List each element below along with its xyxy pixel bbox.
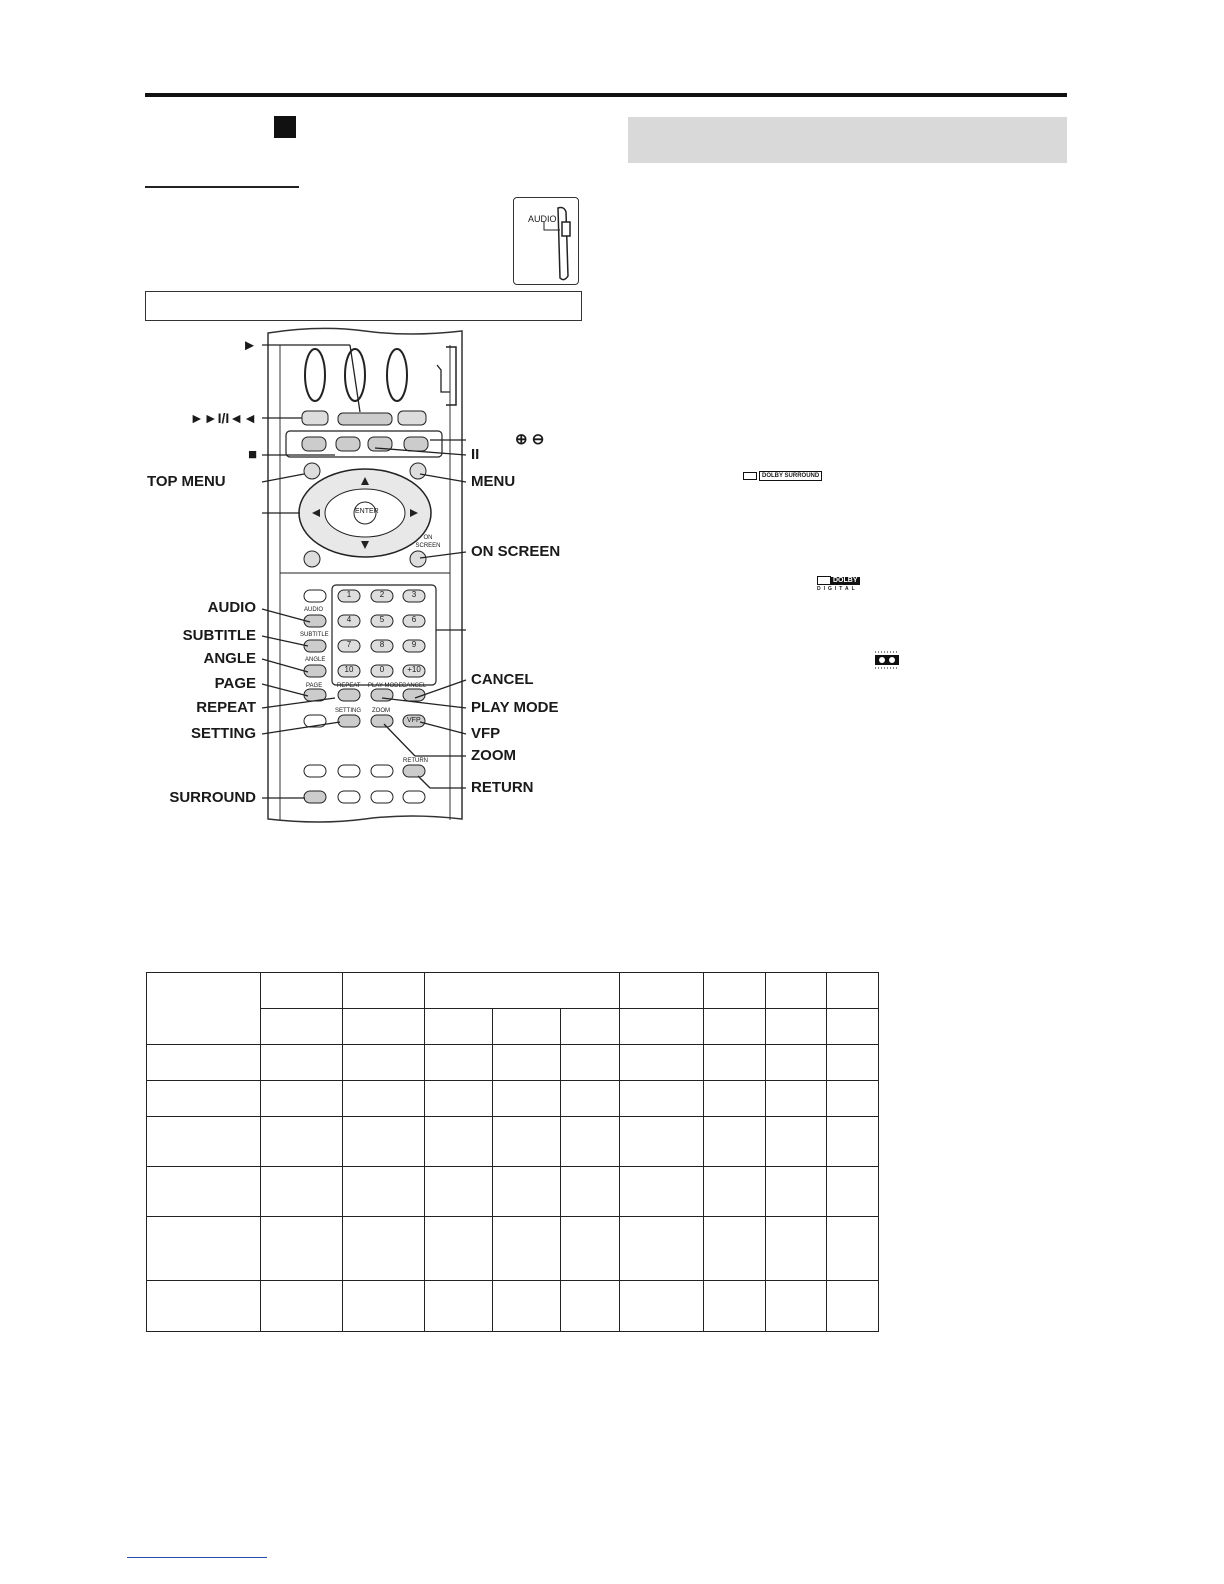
table-cell (766, 1117, 827, 1167)
table-cell (261, 1117, 343, 1167)
keypad-digit-label: 6 (411, 615, 417, 624)
skip-label: ►►I/I◄◄ (189, 410, 257, 426)
table-cell (766, 1281, 827, 1332)
vfp-button-text: VFP (407, 717, 421, 724)
table-cell (561, 1217, 620, 1281)
dolby-double-d-icon (817, 576, 831, 585)
table-cell (704, 1009, 766, 1045)
table-cell (261, 1281, 343, 1332)
audio-switch-label: AUDIO (528, 214, 557, 224)
keypad-digit-label: 5 (379, 615, 385, 624)
table-cell (827, 1281, 879, 1332)
table-cell (261, 1167, 343, 1217)
table-cell (704, 1117, 766, 1167)
enter-button-text: ENTER (355, 508, 379, 515)
table-cell (766, 1167, 827, 1217)
footer-link-underline (127, 1557, 267, 1558)
table-cell (827, 1117, 879, 1167)
vfp-label: VFP (471, 725, 501, 742)
dolby-digital-logo: DOLBY DIGITAL (817, 576, 858, 593)
keypad-digit-label: 2 (379, 590, 385, 599)
dolby-double-d-icon (743, 472, 757, 480)
page-label: PAGE (214, 675, 256, 692)
table-cell (147, 1281, 261, 1332)
table-cell (425, 1167, 493, 1217)
table-row (147, 1281, 879, 1332)
table-cell (493, 1167, 561, 1217)
zoom-label: ZOOM (471, 747, 516, 764)
table-cell (704, 1045, 766, 1081)
table-cell (425, 1045, 493, 1081)
table-cell (261, 1217, 343, 1281)
table-cell (343, 1045, 425, 1081)
table-cell (561, 1167, 620, 1217)
table-cell (561, 1081, 620, 1117)
table-cell (620, 1217, 704, 1281)
table-row (147, 1167, 879, 1217)
surround-label: SURROUND (169, 789, 256, 806)
table-cell (343, 1167, 425, 1217)
stop-label: ■ (247, 446, 257, 463)
table-cell (620, 1009, 704, 1045)
keypad-digit-label: 10 (344, 665, 354, 674)
table-cell (343, 1117, 425, 1167)
table-cell (425, 1117, 493, 1167)
table-row (147, 1217, 879, 1281)
table-cell (343, 1081, 425, 1117)
table-cell (766, 1045, 827, 1081)
cancel-button-text: CANCEL (402, 683, 427, 689)
table-cell (620, 1167, 704, 1217)
table-cell (827, 1045, 879, 1081)
table-row (147, 973, 879, 1009)
subtitle-label: SUBTITLE (182, 627, 256, 644)
top-menu-label: TOP MENU (147, 473, 226, 490)
menu-label: MENU (471, 473, 516, 490)
table-cell (493, 1217, 561, 1281)
table-cell (147, 1081, 261, 1117)
table-cell (343, 973, 425, 1009)
table-cell (827, 1217, 879, 1281)
play-mode-label: PLAY MODE (471, 699, 559, 716)
table-cell (425, 973, 620, 1009)
table-cell (704, 1217, 766, 1281)
keypad-digit-label: 0 (379, 665, 385, 674)
subtitle-button-text: SUBTITLE (300, 632, 329, 638)
table-cell (827, 1081, 879, 1117)
table-row (147, 1081, 879, 1117)
angle-label: ANGLE (203, 650, 256, 667)
repeat-label: REPEAT (196, 699, 256, 716)
pause-label: II (471, 446, 480, 463)
repeat-button-text: REPEAT (337, 683, 361, 689)
setting-button-text: SETTING (335, 708, 362, 714)
return-label: RETURN (471, 779, 534, 796)
table-cell (425, 1281, 493, 1332)
keypad-digit-label: 1 (346, 590, 352, 599)
table-cell (766, 973, 827, 1009)
cancel-label: CANCEL (471, 671, 534, 688)
table-cell (343, 1217, 425, 1281)
table-cell (704, 1081, 766, 1117)
table-cell (147, 1167, 261, 1217)
table-cell (425, 1081, 493, 1117)
dolby-surround-logo: DOLBY SURROUND (743, 471, 822, 481)
compatibility-table (146, 972, 879, 1332)
table-cell (493, 1045, 561, 1081)
table-cell (425, 1009, 493, 1045)
table-cell (766, 1081, 827, 1117)
table-cell (261, 1009, 343, 1045)
plus-minus-label: ⊕ ⊖ (515, 431, 545, 448)
table-row (147, 1045, 879, 1081)
table-cell (766, 1217, 827, 1281)
table-cell (561, 1045, 620, 1081)
table-cell (620, 1117, 704, 1167)
audio-button-text: AUDIO (304, 607, 324, 613)
table-cell (493, 1009, 561, 1045)
play-label: ► (242, 337, 257, 354)
table-cell (261, 1081, 343, 1117)
keypad-digit-label: 3 (411, 590, 417, 599)
angle-button-text: ANGLE (305, 657, 326, 663)
table-cell (704, 1281, 766, 1332)
audio-label: AUDIO (207, 599, 256, 616)
table-cell (147, 1217, 261, 1281)
on-screen-label: ON SCREEN (471, 543, 561, 560)
setting-label: SETTING (190, 725, 256, 742)
table-cell (827, 973, 879, 1009)
table-cell (766, 1009, 827, 1045)
keypad-digit-label: +10 (407, 665, 421, 674)
table-cell (343, 1009, 425, 1045)
table-cell (620, 973, 704, 1009)
table-cell (343, 1281, 425, 1332)
table-cell (261, 1045, 343, 1081)
keypad-digit-label: 9 (411, 640, 417, 649)
table-cell (620, 1081, 704, 1117)
table-cell (827, 1009, 879, 1045)
table-cell (620, 1045, 704, 1081)
table-cell (261, 973, 343, 1009)
table-cell (561, 1009, 620, 1045)
table-cell (704, 973, 766, 1009)
keypad-digit-label: 7 (346, 640, 352, 649)
table-cell (493, 1081, 561, 1117)
table-cell (704, 1167, 766, 1217)
table-cell (147, 1117, 261, 1167)
dts-logo-icon (873, 650, 901, 670)
keypad-digit-label: 8 (379, 640, 385, 649)
return-button-text: RETURN (403, 758, 428, 764)
table-cell (561, 1117, 620, 1167)
table-cell (147, 973, 261, 1045)
table-cell (425, 1217, 493, 1281)
play-mode-button-text: PLAY MODE (368, 683, 403, 689)
on-screen-button-text: ON SCREEN (415, 535, 441, 549)
table-row (147, 1117, 879, 1167)
zoom-button-text: ZOOM (372, 708, 390, 714)
table-cell (620, 1281, 704, 1332)
table-cell (561, 1281, 620, 1332)
table-cell (147, 1045, 261, 1081)
table-cell (493, 1281, 561, 1332)
table-cell (827, 1167, 879, 1217)
table-cell (493, 1117, 561, 1167)
page-button-text: PAGE (306, 683, 323, 689)
keypad-digit-label: 4 (346, 615, 352, 624)
